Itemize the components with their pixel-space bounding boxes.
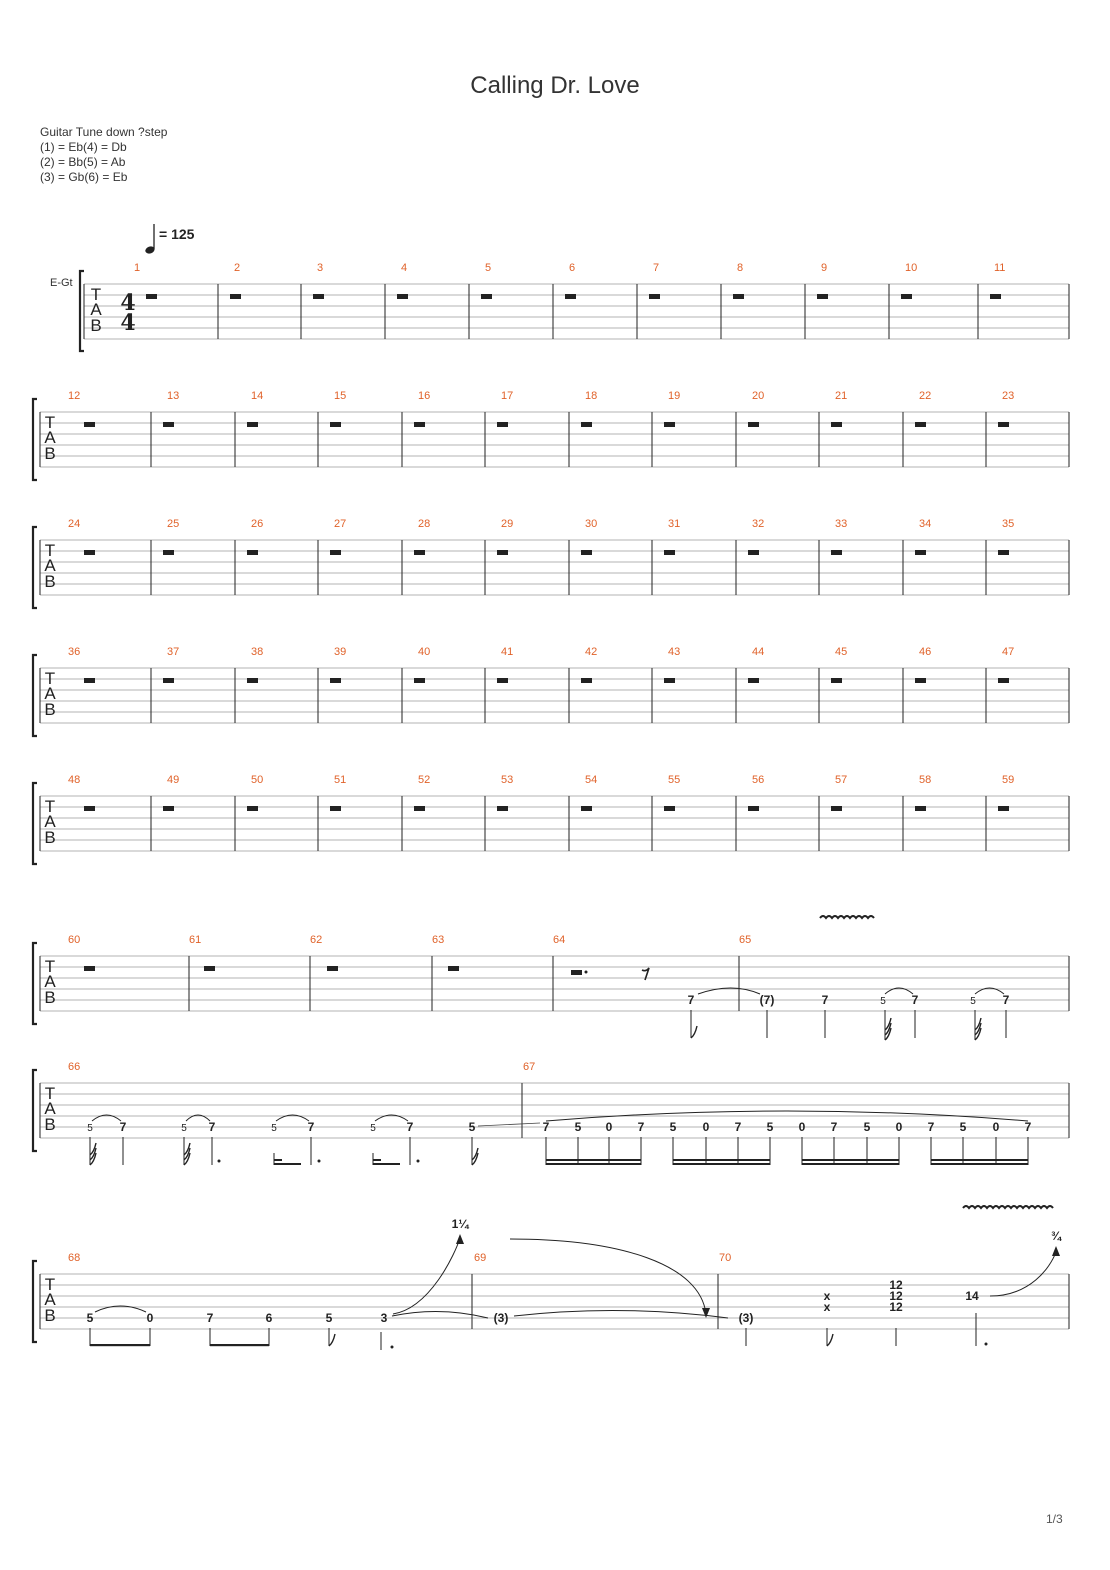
whole-rest: [163, 806, 174, 811]
measure-number: 16: [418, 390, 431, 402]
tab-system-3: [33, 518, 1069, 608]
measure-number: 35: [1002, 518, 1015, 530]
note-fret: 3: [380, 1311, 388, 1325]
rest-dot: [585, 971, 588, 974]
whole-rest: [414, 678, 425, 683]
whole-rest: [915, 550, 926, 555]
measure-number: 43: [668, 646, 681, 658]
whole-rest: [664, 806, 675, 811]
tab-clef-t: T: [44, 669, 56, 688]
track-name: E-Gt: [50, 277, 73, 289]
whole-rest: [84, 806, 95, 811]
whole-rest: [831, 550, 842, 555]
note-fret: 7: [687, 993, 695, 1007]
beam: [210, 1344, 269, 1346]
measure-number: 63: [432, 934, 445, 946]
whole-rest: [998, 550, 1009, 555]
measure-number: 5: [485, 262, 492, 274]
whole-rest: [664, 550, 675, 555]
whole-rest: [84, 678, 95, 683]
measure-number: 42: [585, 646, 598, 658]
tab-clef-a: A: [90, 300, 102, 319]
tab-clef-t: T: [44, 1084, 56, 1103]
dot: [417, 1160, 420, 1163]
song-title: Calling Dr. Love: [470, 72, 640, 99]
tab-clef-t: T: [44, 413, 56, 432]
measure-number: 27: [334, 518, 347, 530]
whole-rest: [748, 422, 759, 427]
system-bracket: [33, 1261, 37, 1342]
measure-number: 46: [919, 646, 932, 658]
tuning-line: (3) = Gb(6) = Eb: [40, 170, 128, 184]
grace-note-fret: 5: [87, 1123, 93, 1134]
whole-rest: [247, 678, 258, 683]
whole-rest: [581, 678, 592, 683]
bend-curve: [393, 1238, 460, 1314]
note-fret: 7: [1024, 1120, 1032, 1134]
note-fret: 5: [959, 1120, 967, 1134]
note-fret: 12: [889, 1289, 903, 1303]
grace-note-fret: 5: [970, 996, 976, 1007]
whole-rest: [581, 806, 592, 811]
vibrato-mark: [963, 1206, 1053, 1208]
tie: [392, 1311, 488, 1318]
measure-number: 14: [251, 390, 264, 402]
tempo-marking: = 125: [159, 226, 195, 242]
tab-clef-a: A: [44, 1099, 56, 1118]
whole-rest: [581, 422, 592, 427]
tab-clef-b: B: [44, 1306, 56, 1325]
note-fret: 7: [911, 993, 919, 1007]
whole-rest: [497, 550, 508, 555]
tie: [514, 1310, 728, 1318]
whole-rest: [748, 806, 759, 811]
tab-staff: [84, 262, 1069, 339]
whole-rest: [230, 294, 241, 299]
tab-clef-b: B: [44, 1115, 56, 1134]
whole-rest: [414, 806, 425, 811]
note-fret: (3): [738, 1311, 754, 1325]
measure-number: 62: [310, 934, 323, 946]
measure-number: 37: [167, 646, 180, 658]
whole-rest: [831, 678, 842, 683]
measure-number: 57: [835, 774, 848, 786]
tuning-header: Guitar Tune down ?step: [40, 125, 168, 139]
tab-clef-a: A: [44, 428, 56, 447]
tab-system-8: [33, 1206, 1069, 1350]
grace-note-fret: 5: [880, 996, 886, 1007]
note-flag: [827, 1334, 833, 1346]
tuning-line: (1) = Eb(4) = Db: [40, 140, 127, 154]
measure-number: 1: [134, 262, 141, 274]
note-fret: 7: [637, 1120, 645, 1134]
measure-number: 8: [737, 262, 744, 274]
tab-clef-t: T: [90, 285, 102, 304]
eighth-flag: [691, 1026, 697, 1038]
note-fret: 7: [830, 1120, 838, 1134]
note-fret: 14: [965, 1289, 979, 1303]
tab-clef-b: B: [44, 828, 56, 847]
slide-line: [478, 1123, 540, 1126]
whole-rest: [414, 550, 425, 555]
measure-number: 10: [905, 262, 918, 274]
whole-rest: [831, 806, 842, 811]
measure-number: 33: [835, 518, 848, 530]
measure-number: 65: [739, 934, 752, 946]
dead-note: x: [823, 1300, 831, 1314]
measure-number: 9: [821, 262, 828, 274]
note-fret: 7: [542, 1120, 550, 1134]
whole-rest: [664, 422, 675, 427]
measure-number: 15: [334, 390, 347, 402]
whole-rest: [397, 294, 408, 299]
beam: [546, 1163, 641, 1165]
dot: [218, 1160, 221, 1163]
measure-number: 11: [994, 262, 1006, 274]
grace-note-fret: 5: [271, 1123, 277, 1134]
whole-rest: [84, 422, 95, 427]
half-rest: [571, 970, 582, 975]
note-fret: 5: [669, 1120, 677, 1134]
whole-rest: [497, 422, 508, 427]
page-number: 1/3: [1046, 1512, 1063, 1526]
whole-rest: [915, 806, 926, 811]
system-bracket: [33, 1070, 37, 1151]
time-signature-bottom: 4: [120, 310, 136, 336]
note-fret: 5: [766, 1120, 774, 1134]
grace-note-fret: 5: [181, 1123, 187, 1134]
note-fret: (7): [759, 993, 775, 1007]
measure-number: 49: [167, 774, 180, 786]
measure-number: 17: [501, 390, 514, 402]
note-fret: 7: [307, 1120, 315, 1134]
note-fret: 5: [86, 1311, 94, 1325]
note-fret: 0: [895, 1120, 903, 1134]
measure-number: 22: [919, 390, 932, 402]
beam: [931, 1159, 1028, 1161]
bend-amount: 1¼: [451, 1217, 469, 1231]
dead-note: x: [823, 1289, 831, 1303]
tab-clef-b: B: [44, 572, 56, 591]
measure-number: 7: [653, 262, 660, 274]
dot: [391, 1346, 394, 1349]
measure-number: 20: [752, 390, 765, 402]
beam: [546, 1159, 641, 1161]
measure-number: 70: [719, 1252, 732, 1264]
tab-clef-a: A: [44, 684, 56, 703]
whole-rest: [664, 678, 675, 683]
measure-number: 30: [585, 518, 598, 530]
note-fret: 7: [927, 1120, 935, 1134]
whole-rest: [146, 294, 157, 299]
measure-number: 29: [501, 518, 514, 530]
note-fret: 6: [265, 1311, 273, 1325]
whole-rest: [330, 422, 341, 427]
tab-system-6: [33, 916, 1069, 1040]
beam: [373, 1159, 381, 1161]
measure-number: 21: [835, 390, 848, 402]
bend-amount: ¾: [1050, 1229, 1062, 1243]
beam: [802, 1163, 899, 1165]
whole-rest: [313, 294, 324, 299]
whole-rest: [998, 806, 1009, 811]
measure-number: 69: [474, 1252, 487, 1264]
measure-number: 4: [401, 262, 408, 274]
note-fret: 5: [325, 1311, 333, 1325]
measure-number: 3: [317, 262, 324, 274]
note-fret: 7: [406, 1120, 414, 1134]
note-fret: 5: [468, 1120, 476, 1134]
whole-rest: [649, 294, 660, 299]
system-bracket: [33, 943, 37, 1024]
system-bracket: [33, 527, 37, 608]
whole-rest: [748, 550, 759, 555]
measure-number: 41: [501, 646, 514, 658]
bend-arrowhead: [456, 1234, 464, 1244]
beam: [802, 1159, 899, 1161]
system-bracket: [33, 655, 37, 736]
note-flag: [329, 1334, 335, 1346]
dot: [318, 1160, 321, 1163]
system-bracket: [33, 783, 37, 864]
measure-number: 28: [418, 518, 431, 530]
whole-rest: [831, 422, 842, 427]
beam: [274, 1163, 301, 1165]
system-bracket: [33, 399, 37, 480]
note-fret: 7: [119, 1120, 127, 1134]
measure-number: 59: [1002, 774, 1015, 786]
whole-rest: [481, 294, 492, 299]
measure-number: 48: [68, 774, 81, 786]
note-fret: 0: [798, 1120, 806, 1134]
tab-clef-t: T: [44, 797, 56, 816]
tab-clef-t: T: [44, 1275, 56, 1294]
whole-rest: [748, 678, 759, 683]
tab-system-4: [33, 646, 1069, 736]
measure-number: 19: [668, 390, 681, 402]
whole-rest: [327, 966, 338, 971]
track-bracket: [80, 271, 84, 351]
tab-clef-b: B: [44, 444, 56, 463]
whole-rest: [915, 422, 926, 427]
beam: [673, 1159, 770, 1161]
measure-number: 6: [569, 262, 576, 274]
measure-number: 38: [251, 646, 264, 658]
note-fret: (3): [493, 1311, 509, 1325]
note-fret: 7: [821, 993, 829, 1007]
dot: [985, 1343, 988, 1346]
whole-rest: [414, 422, 425, 427]
vibrato-mark: [820, 916, 874, 918]
whole-rest: [204, 966, 215, 971]
tab-clef-t: T: [44, 541, 56, 560]
measure-number: 12: [68, 390, 81, 402]
time-signature-top: 4: [120, 290, 136, 316]
note-fret: 12: [889, 1300, 903, 1314]
measure-number: 39: [334, 646, 347, 658]
tuning-line: (2) = Bb(5) = Ab: [40, 155, 126, 169]
measure-number: 58: [919, 774, 932, 786]
measure-number: 25: [167, 518, 180, 530]
whole-rest: [330, 678, 341, 683]
note-fret: 0: [702, 1120, 710, 1134]
whole-rest: [915, 678, 926, 683]
note-fret: 0: [605, 1120, 613, 1134]
measure-number: 68: [68, 1252, 81, 1264]
tab-clef-b: B: [44, 700, 56, 719]
beam: [90, 1344, 150, 1346]
measure-number: 34: [919, 518, 932, 530]
measure-number: 66: [68, 1061, 81, 1073]
measure-number: 45: [835, 646, 848, 658]
measure-number: 32: [752, 518, 765, 530]
tab-system-1: [50, 262, 1069, 351]
whole-rest: [581, 550, 592, 555]
note-fret: 12: [889, 1278, 903, 1292]
whole-rest: [84, 966, 95, 971]
measure-number: 56: [752, 774, 765, 786]
note-fret: 7: [206, 1311, 214, 1325]
tab-clef-t: T: [44, 957, 56, 976]
whole-rest: [565, 294, 576, 299]
measure-number: 54: [585, 774, 598, 786]
measure-number: 53: [501, 774, 514, 786]
tab-clef-b: B: [90, 316, 102, 335]
measure-number: 64: [553, 934, 566, 946]
whole-rest: [998, 678, 1009, 683]
whole-rest: [497, 678, 508, 683]
tab-clef-a: A: [44, 812, 56, 831]
beam: [673, 1163, 770, 1165]
note-fret: 7: [734, 1120, 742, 1134]
measure-number: 61: [189, 934, 202, 946]
tab-clef-b: B: [44, 988, 56, 1007]
beam: [373, 1163, 400, 1165]
whole-rest: [247, 806, 258, 811]
note-fret: 0: [992, 1120, 1000, 1134]
measure-number: 2: [234, 262, 241, 274]
measure-number: 23: [1002, 390, 1015, 402]
note-fret: 7: [208, 1120, 216, 1134]
whole-rest: [163, 678, 174, 683]
bend-arrowhead: [1052, 1246, 1060, 1256]
beam: [274, 1159, 282, 1161]
tab-system-7: [33, 1061, 1069, 1165]
whole-rest: [817, 294, 828, 299]
measure-number: 31: [668, 518, 681, 530]
tab-clef-a: A: [44, 972, 56, 991]
release-curve: [510, 1239, 706, 1314]
measure-number: 50: [251, 774, 264, 786]
whole-rest: [733, 294, 744, 299]
whole-rest: [163, 550, 174, 555]
whole-rest: [998, 422, 1009, 427]
measure-number: 55: [668, 774, 681, 786]
tab-system-5: [33, 774, 1069, 864]
measure-number: 26: [251, 518, 264, 530]
whole-rest: [497, 806, 508, 811]
measure-number: 18: [585, 390, 598, 402]
measure-number: 40: [418, 646, 431, 658]
measure-number: 36: [68, 646, 81, 658]
tab-clef-a: A: [44, 556, 56, 575]
note-fret: 5: [574, 1120, 582, 1134]
whole-rest: [990, 294, 1001, 299]
tab-system-2: [33, 390, 1069, 480]
measure-number: 24: [68, 518, 81, 530]
tab-clef-a: A: [44, 1290, 56, 1309]
measure-number: 60: [68, 934, 81, 946]
measure-number: 52: [418, 774, 431, 786]
whole-rest: [330, 550, 341, 555]
release-arrowhead: [702, 1308, 710, 1318]
whole-rest: [247, 550, 258, 555]
measure-number: 44: [752, 646, 765, 658]
measure-number: 13: [167, 390, 180, 402]
whole-rest: [163, 422, 174, 427]
measure-number: 51: [334, 774, 347, 786]
note-fret: 5: [863, 1120, 871, 1134]
grace-note-fret: 5: [370, 1123, 376, 1134]
note-fret: 7: [1002, 993, 1010, 1007]
whole-rest: [84, 550, 95, 555]
whole-rest: [330, 806, 341, 811]
whole-rest: [901, 294, 912, 299]
whole-rest: [448, 966, 459, 971]
whole-rest: [247, 422, 258, 427]
measure-number: 67: [523, 1061, 536, 1073]
beam: [931, 1163, 1028, 1165]
note-fret: 0: [146, 1311, 154, 1325]
measure-number: 47: [1002, 646, 1015, 658]
